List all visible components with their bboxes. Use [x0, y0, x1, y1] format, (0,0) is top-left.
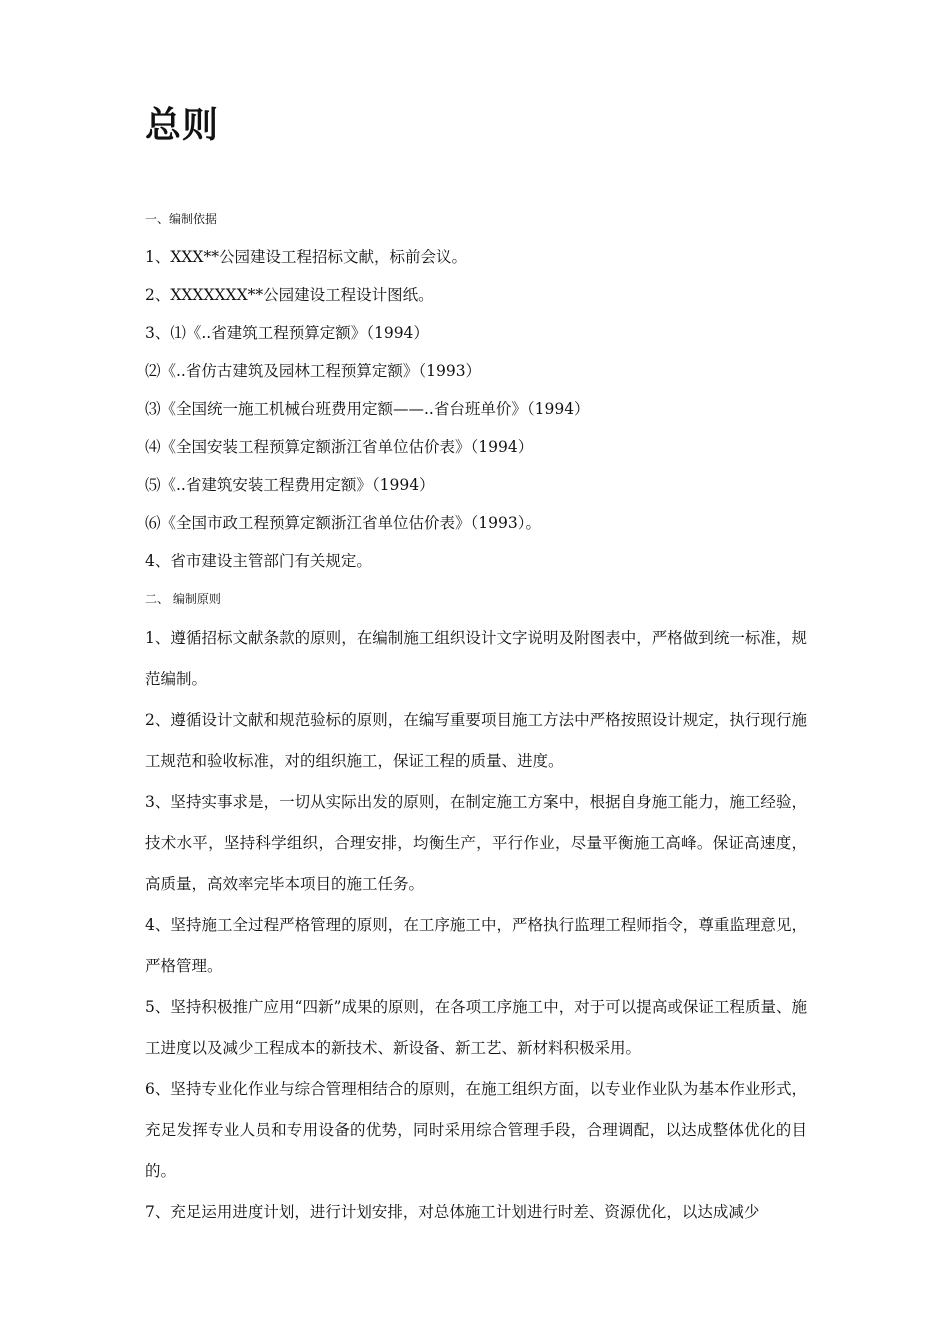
page-title: 总则	[145, 105, 220, 146]
principle-item-4: 4、坚持施工全过程严格管理的原则，在工序施工中，严格执行监理工程师指令，尊重监理意见，严格管理。	[145, 916, 807, 975]
principle-item-6: 6、坚持专业化作业与综合管理相结合的原则，在施工组织方面，以专业作业队为基本作业形式，充足发挥专业人员和专用设备的优势，同时采用综合管理手段，合理调配，以达成整体优化的目的。	[145, 1080, 807, 1180]
basis-item-1: 1、XXX**公园建设工程招标文献，标前会议。	[145, 248, 467, 266]
section-heading-principles: 二、 编制原则	[145, 592, 221, 606]
document-body	[145, 200, 807, 1233]
section-heading-basis: 一、编制依据	[145, 212, 218, 226]
principle-item-1: 1、遵循招标文献条款的原则，在编制施工组织设计文字说明及附图表中，严格做到统一标准，规范编制。	[145, 629, 807, 688]
principle-item-2: 2、遵循设计文献和规范验标的原则，在编写重要项目施工方法中严格按照设计规定，执行现行施工规范和验收标准，对的组织施工，保证工程的质量、进度。	[145, 711, 807, 770]
basis-item-3-2: ⑵《..省仿古建筑及园林工程预算定额》（1993）	[145, 362, 482, 380]
basis-item-3-4: ⑷《全国安装工程预算定额浙江省单位估价表》（1994）	[145, 438, 534, 456]
basis-item-3-6: ⑹《全国市政工程预算定额浙江省单位估价表》（1993）。	[145, 514, 541, 532]
basis-item-4: 4、省市建设主管部门有关规定。	[145, 552, 372, 570]
basis-item-3-3: ⑶《全国统一施工机械台班费用定额——..省台班单价》（1994）	[145, 400, 590, 418]
principle-item-7: 7、充足运用进度计划，进行计划安排，对总体施工计划进行时差、资源优化，以达成减少	[145, 1203, 760, 1221]
basis-item-3-1: 3、⑴《..省建筑工程预算定额》（1994）	[145, 324, 429, 342]
basis-item-3-5: ⑸《..省建筑安装工程费用定额》（1994）	[145, 476, 435, 494]
principle-item-3: 3、坚持实事求是，一切从实际出发的原则，在制定施工方案中，根据自身施工能力，施工经验，技术水平，坚持科学组织，合理安排，均衡生产，平行作业，尽量平衡施工高峰。保证高速度，高质量，高效率完毕本项目的施工任务。	[145, 793, 807, 893]
basis-item-2: 2、XXXXXXX**公园建设工程设计图纸。	[145, 286, 434, 304]
principle-item-5: 5、坚持积极推广应用“四新”成果的原则，在各项工序施工中，对于可以提高或保证工程质量、施工进度以及减少工程成本的新技术、新设备、新工艺、新材料积极采用。	[145, 998, 807, 1057]
